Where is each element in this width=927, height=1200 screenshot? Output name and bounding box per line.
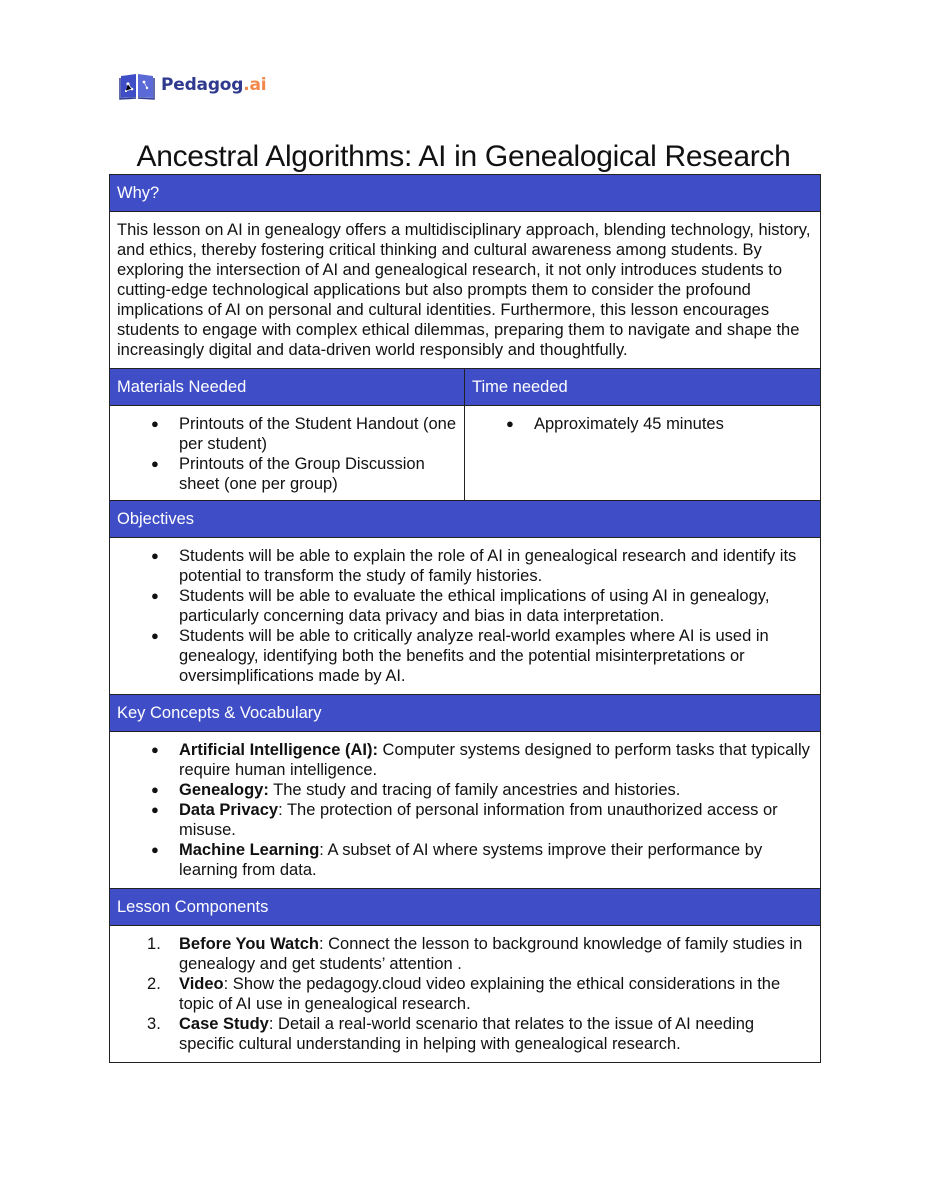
vocab-definition: The study and tracing of family ancestries and histories.: [268, 781, 681, 799]
list-item: [179, 780, 813, 800]
list-item: ● Approximately 45 minutes: [534, 414, 813, 434]
vocab-term: Genealogy:: [179, 781, 269, 799]
list-item: [179, 840, 813, 880]
list-item: ● Students will be able to explain the role of AI in genealogical research and identify its potential to transform the study of family histories.: [179, 546, 813, 586]
vocab-term: Machine Learning: [179, 841, 320, 859]
list-item: [179, 1014, 813, 1054]
brand-logo: [119, 70, 266, 100]
why-header: Why?: [110, 175, 821, 212]
materials-section: [110, 406, 465, 501]
objectives-header: Objectives: [110, 501, 821, 538]
list-item: [179, 800, 813, 840]
time-section: [465, 406, 821, 501]
components-header: Lesson Components: [110, 889, 821, 926]
list-item: ● Students will be able to critically analyze real-world examples where AI is used in genealogy, identifying both the benefits and the potential misinterpretations or oversimplifications made by AI.: [179, 626, 813, 686]
list-item: [179, 934, 813, 974]
vocab-header: Key Concepts & Vocabulary: [110, 695, 821, 732]
vocab-term: Data Privacy: [179, 801, 279, 819]
vocab-definition: : A subset of AI where systems improve their performance by learning from data.: [179, 841, 763, 879]
vocab-list: [117, 740, 813, 880]
components-list: [117, 934, 813, 1054]
components-section: [110, 926, 821, 1063]
list-item: ● Printouts of the Student Handout (one per student): [179, 414, 457, 454]
materials-header: Materials Needed: [110, 369, 465, 406]
list-item: [179, 740, 813, 780]
component-term: Video: [179, 975, 224, 993]
materials-list: [117, 414, 457, 494]
vocab-definition: : The protection of personal information from unauthorized access or misuse.: [179, 801, 778, 839]
component-term: Case Study: [179, 1015, 269, 1033]
why-text: This lesson on AI in genealogy offers a multidisciplinary approach, blending technology, history, and ethics, thereby fostering critical thinking and cultural awareness among students. By exploring the intersection of AI and genealogical research, it not only introduces students to cutting-edge technological applications but also prompts them to consider the profound implications of AI on personal and cultural identities. Furthermore, this lesson encourages students to engage with complex ethical dilemmas, preparing them to navigate and shape the increasingly digital and data-driven world responsibly and thoughtfully.: [117, 221, 811, 359]
time-list: [472, 414, 813, 434]
vocab-term: Artificial Intelligence (AI):: [179, 741, 378, 759]
time-header: Time needed: [465, 369, 821, 406]
objectives-section: [110, 538, 821, 695]
why-section: [110, 212, 821, 369]
book-logo-icon: [119, 70, 155, 100]
vocab-definition: Computer systems designed to perform tasks that typically require human intelligence.: [179, 741, 810, 779]
component-term: Before You Watch: [179, 935, 319, 953]
list-item: ● Students will be able to evaluate the ethical implications of using AI in genealogy, particularly concerning data privacy and bias in data interpretation.: [179, 586, 813, 626]
component-description: : Detail a real-world scenario that relates to the issue of AI needing specific cultural understanding in helping with genealogical research.: [179, 1015, 755, 1053]
brand-name: Pedagog.ai: [161, 75, 267, 95]
list-item: [179, 974, 813, 1014]
page-title: Ancestral Algorithms: AI in Genealogical Research: [136, 140, 791, 173]
objectives-list: [117, 546, 813, 686]
vocab-section: [110, 732, 821, 889]
lesson-plan-table: [109, 174, 821, 1063]
list-item: ● Printouts of the Group Discussion sheet (one per group): [179, 454, 457, 494]
component-description: : Connect the lesson to background knowledge of family studies in genealogy and get students’ attention .: [179, 935, 803, 973]
component-description: : Show the pedagogy.cloud video explaining the ethical considerations in the topic of AI use in genealogical research.: [179, 975, 781, 1013]
